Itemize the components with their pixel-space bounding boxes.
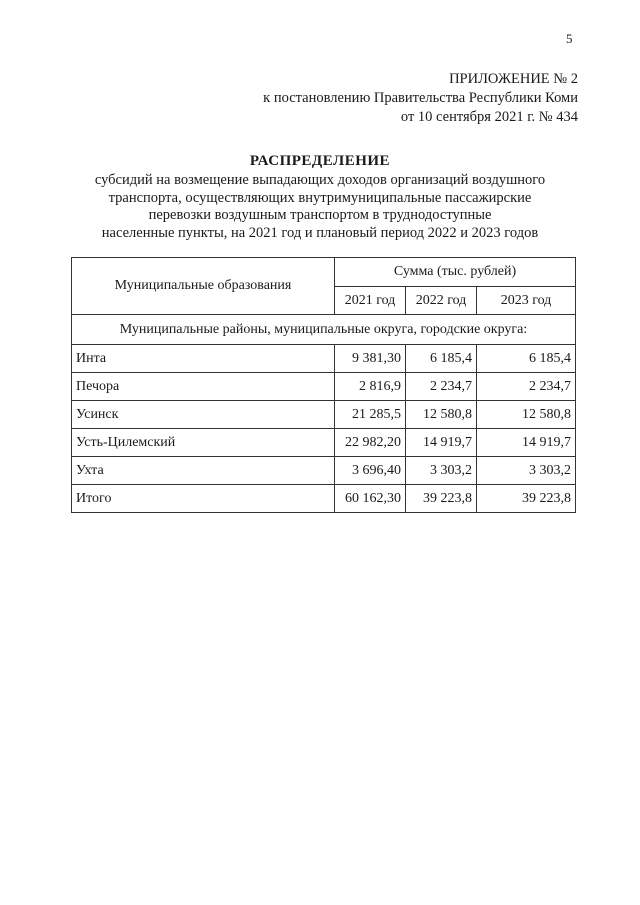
cell-2023: 12 580,8 bbox=[477, 401, 576, 429]
appendix-header bbox=[263, 70, 578, 127]
cell-2023: 3 303,2 bbox=[477, 457, 576, 485]
header-year-2023: 2023 год bbox=[477, 287, 576, 315]
table-row bbox=[72, 429, 576, 457]
header-sum: Сумма (тыс. рублей) bbox=[335, 258, 576, 287]
subtitle-line: субсидий на возмещение выпадающих доходов организаций воздушного bbox=[94, 172, 546, 188]
document-subtitle bbox=[0, 172, 640, 242]
cell-2021: 60 162,30 bbox=[335, 485, 406, 513]
row-name: Печора bbox=[72, 373, 335, 401]
appendix-number: ПРИЛОЖЕНИЕ № 2 bbox=[449, 71, 578, 87]
title-block bbox=[0, 153, 640, 242]
cell-2022: 6 185,4 bbox=[406, 345, 477, 373]
cell-2021: 22 982,20 bbox=[335, 429, 406, 457]
cell-2022: 2 234,7 bbox=[406, 373, 477, 401]
table-row bbox=[72, 345, 576, 373]
cell-2022: 12 580,8 bbox=[406, 401, 477, 429]
table-row bbox=[72, 373, 576, 401]
table-row bbox=[72, 401, 576, 429]
row-name: Ухта bbox=[72, 457, 335, 485]
row-name: Усинск bbox=[72, 401, 335, 429]
page-number: 5 bbox=[566, 31, 573, 46]
cell-2022: 14 919,7 bbox=[406, 429, 477, 457]
row-name: Итого bbox=[72, 485, 335, 513]
total-row bbox=[72, 485, 576, 513]
row-name: Усть-Цилемский bbox=[72, 429, 335, 457]
cell-2021: 21 285,5 bbox=[335, 401, 406, 429]
section-label: Муниципальные районы, муниципальные округа, городские округа: bbox=[72, 315, 576, 345]
cell-2023: 6 185,4 bbox=[477, 345, 576, 373]
table-row bbox=[72, 457, 576, 485]
section-row bbox=[72, 315, 576, 345]
appendix-resolution: к постановлению Правительства Республики Коми bbox=[263, 90, 578, 106]
cell-2022: 39 223,8 bbox=[406, 485, 477, 513]
cell-2022: 3 303,2 bbox=[406, 457, 477, 485]
row-name: Инта bbox=[72, 345, 335, 373]
cell-2023: 2 234,7 bbox=[477, 373, 576, 401]
cell-2021: 3 696,40 bbox=[335, 457, 406, 485]
header-year-2021: 2021 год bbox=[335, 287, 406, 315]
header-municipal: Муниципальные образования bbox=[72, 258, 335, 315]
cell-2021: 9 381,30 bbox=[335, 345, 406, 373]
subtitle-line: транспорта, осуществляющих внутримуниципальные пассажирские bbox=[108, 189, 532, 206]
appendix-date: от 10 сентября 2021 г. № 434 bbox=[400, 109, 578, 125]
distribution-table bbox=[71, 257, 576, 513]
cell-2023: 14 919,7 bbox=[477, 429, 576, 457]
cell-2021: 2 816,9 bbox=[335, 373, 406, 401]
header-year-2022: 2022 год bbox=[406, 287, 477, 315]
subtitle-line: населенные пункты, на 2021 год и плановый период 2022 и 2023 годов bbox=[101, 224, 539, 241]
table-header-row bbox=[72, 258, 576, 287]
subtitle-line: перевозки воздушным транспортом в труднодоступные bbox=[148, 207, 492, 223]
cell-2023: 39 223,8 bbox=[477, 485, 576, 513]
document-title: РАСПРЕДЕЛЕНИЕ bbox=[249, 153, 391, 169]
